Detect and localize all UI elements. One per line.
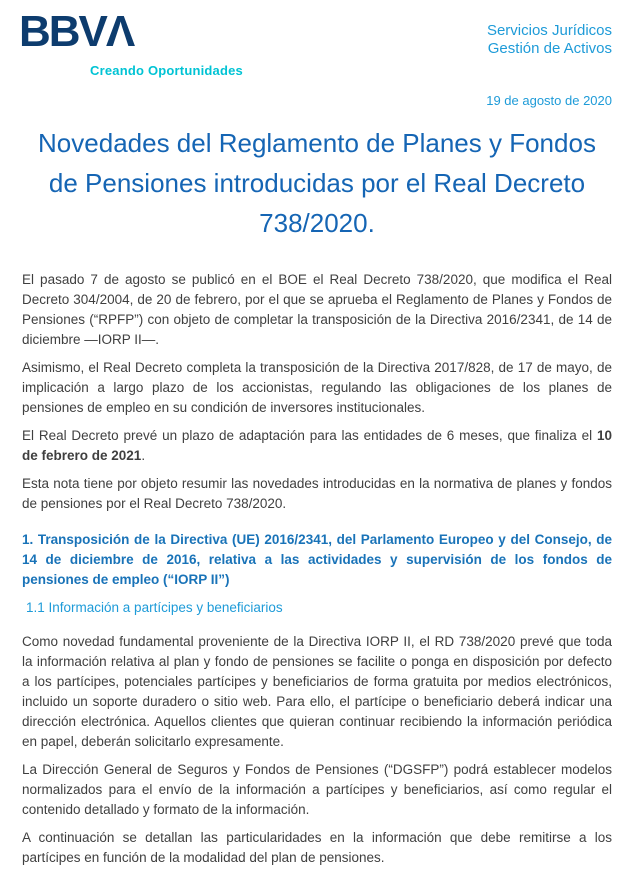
- document-date: 19 de agosto de 2020: [486, 93, 612, 108]
- paragraph-publication: El pasado 7 de agosto se publicó en el BOE el Real Decreto 738/2020, que modifica el Real Decreto 304/2004, de 20 de febrero, por el que se aprueba el Reglamento de Planes y Fondos de Pensiones (“RPFP”) con objeto de completar la transposición de la Directiva 2016/2341, de 14 de diciembre —IORP II—.: [22, 272, 612, 347]
- paragraph-deadline-period: .: [141, 448, 146, 463]
- document-title: Novedades del Reglamento de Planes y Fondos de Pensiones introducidas por el Real Decreto 738/2020.: [38, 128, 596, 238]
- department-line-servicios: Servicios Jurídicos: [486, 22, 612, 39]
- department-line-gestion: Gestión de Activos: [487, 40, 612, 57]
- paragraph-purpose: Esta nota tiene por objeto resumir las novedades introducidas en la normativa de planes y fondos de pensiones por el Real Decreto 738/2020.: [22, 476, 612, 511]
- department-block: [487, 22, 612, 58]
- paragraph-deadline-bold-date: 10 de febrero de 2021: [22, 428, 612, 463]
- paragraph-deadline: [22, 426, 612, 466]
- paragraph-deadline-text: El Real Decreto prevé un plazo de adaptación para las entidades de 6 meses, que finaliza el: [22, 428, 597, 443]
- paragraph-details-intro: A continuación se detallan las particularidades en la información que debe remitirse a los partícipes en función de la modalidad del plan de pensiones.: [22, 830, 612, 865]
- section-1-1-heading: 1.1 Información a partícipes y beneficiarios: [26, 600, 283, 615]
- section-1-heading: 1. Transposición de la Directiva (UE) 2016/2341, del Parlamento Europeo y del Consejo, de 14 de diciembre de 2016, relativa a las actividades y supervisión de los fondos de pensiones de empleo (“IORP II”): [22, 532, 612, 587]
- paragraph-directive-2017-828: Asimismo, el Real Decreto completa la transposición de la Directiva 2017/828, de 17 de mayo, de implicación a largo plazo de los accionistas, regulando las obligaciones de los planes de pensiones de empleo en su condición de inversores institucionales.: [22, 360, 612, 415]
- paragraph-electronic-information: Como novedad fundamental proveniente de la Directiva IORP II, el RD 738/2020 prevé que toda la información relativa al plan y fondo de pensiones se facilite o ponga en disposición por defecto a los partícipes, potenciales partícipes y beneficiarios de forma gratuita por medios electrónicos, incluido un soporte duradero o sitio web. Para ello, el partícipe o beneficiario deberá indicar una dirección electrónica. Aquellos clientes que quieran continuar recibiendo la información periódica en papel, deberán solicitarlo expresamente.: [22, 634, 612, 749]
- bbva-tagline: Creando Oportunidades: [90, 63, 243, 78]
- bbva-logo: BBVΛ: [19, 7, 134, 56]
- document-body: [22, 270, 612, 874]
- paragraph-dgsfp-models: La Dirección General de Seguros y Fondos de Pensiones (“DGSFP”) podrá establecer modelos normalizados para el envío de la información a partícipes y beneficiarios, así como regular el contenido detallado y formato de la información.: [22, 762, 612, 817]
